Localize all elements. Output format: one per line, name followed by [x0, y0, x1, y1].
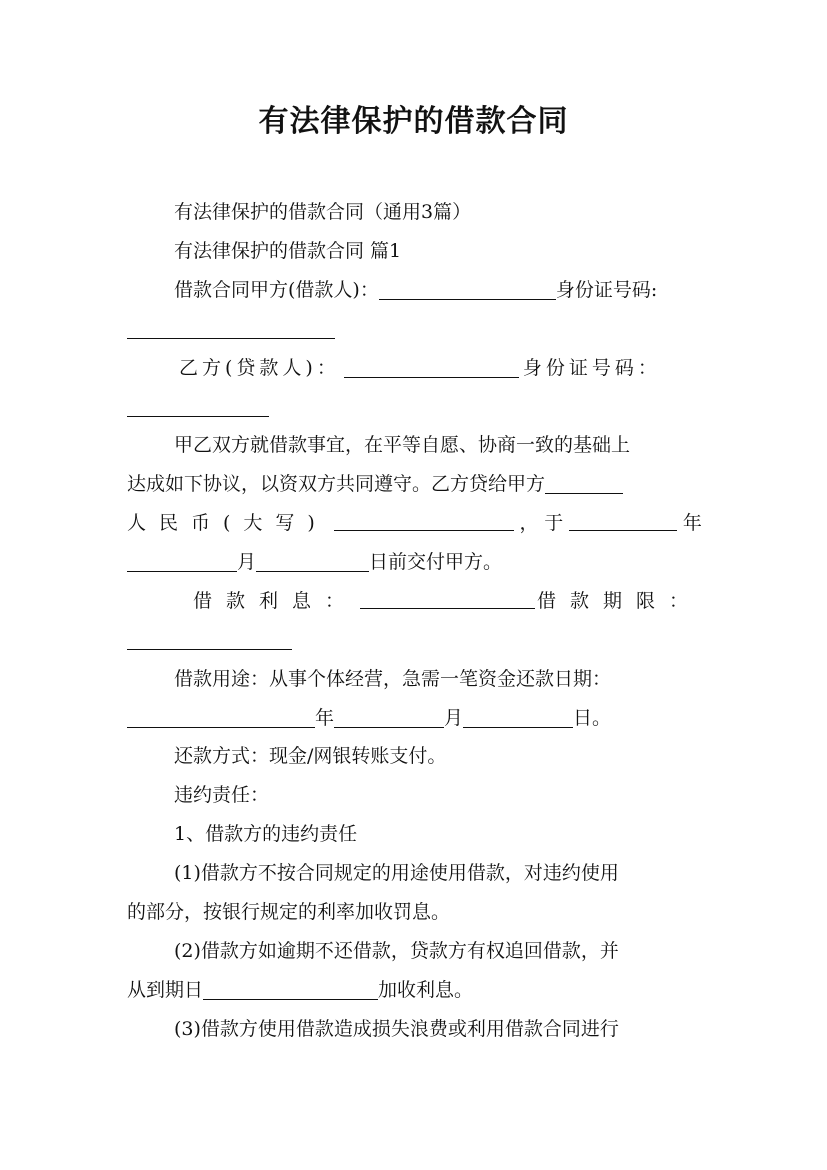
repay-month-blank — [334, 705, 444, 728]
clause2-line2 — [127, 975, 702, 1005]
intro-line: 有法律保护的借款合同（通用3篇） — [174, 201, 472, 223]
rmb-amount-blank — [334, 508, 514, 531]
day-blank — [256, 549, 369, 572]
repay-nian-text: 年 — [315, 707, 335, 729]
rmb-line — [127, 508, 702, 538]
deliver-text: 日前交付甲方。 — [369, 551, 503, 573]
yu-text: 于 — [544, 512, 564, 534]
party-a-id-blank — [127, 316, 335, 339]
breach-heading: 违约责任： — [174, 784, 270, 806]
term-line — [127, 625, 702, 655]
clause1-line1: (1)借款方不按合同规定的用途使用借款，对违约使用 — [174, 862, 619, 884]
party-a-line — [127, 275, 702, 305]
para1-line2 — [127, 469, 702, 499]
interest-line — [127, 586, 702, 616]
document-title: 有法律保护的借款合同 — [258, 104, 569, 139]
party-b-id-blank — [127, 394, 269, 417]
clause2-line2-post: 加收利息。 — [378, 979, 474, 1001]
para1-line2-text: 达成如下协议，以资双方共同遵守。乙方贷给甲方 — [127, 473, 546, 495]
comma-text: ， — [519, 512, 539, 534]
loan-amount-blank — [545, 471, 623, 494]
term-blank — [127, 627, 292, 650]
yue-text: 月 — [237, 551, 257, 573]
breach-subheading: 1、借款方的违约责任 — [174, 823, 358, 845]
party-b-id-line — [127, 392, 702, 422]
repay-day-blank — [463, 705, 573, 728]
id-label-a: 身份证号码: — [555, 279, 658, 301]
deliver-line — [127, 547, 702, 577]
piece-heading: 有法律保护的借款合同 篇1 — [174, 240, 402, 262]
repay-date-line — [127, 703, 702, 733]
clause2-line1: (2)借款方如逾期不还借款，贷款方有权追回借款，并 — [174, 940, 619, 962]
id-label-b: 身份证号码： — [522, 357, 661, 379]
month-blank — [127, 549, 237, 572]
party-b-blank — [344, 355, 519, 378]
clause3-line1: (3)借款方使用借款造成损失浪费或利用借款合同进行 — [174, 1018, 619, 1040]
party-a-blank — [379, 277, 556, 300]
year-blank — [569, 508, 677, 531]
party-a-label: 借款合同甲方(借款人)： — [174, 279, 379, 301]
interest-blank — [360, 586, 535, 609]
party-b-label: 乙方(贷款人)： — [179, 357, 340, 379]
para1-line1: 甲乙双方就借款事宜，在平等自愿、协商一致的基础上 — [174, 434, 631, 456]
clause1-line2: 的部分，按银行规定的利率加收罚息。 — [127, 901, 451, 923]
nian-text: 年 — [682, 512, 702, 534]
term-label: 借款期限： — [536, 590, 702, 612]
clause2-blank — [203, 977, 378, 1000]
rmb-label: 人民币(大写) — [127, 512, 328, 534]
interest-label: 借款利息： — [193, 590, 359, 612]
party-b-line — [127, 353, 702, 383]
clause2-line2-pre: 从到期日 — [127, 979, 204, 1001]
purpose-line: 借款用途：从事个体经营，急需一笔资金还款日期： — [174, 668, 612, 690]
repay-year-blank — [127, 705, 315, 728]
repay-method: 还款方式：现金/网银转账支付。 — [174, 745, 447, 767]
repay-yue-text: 月 — [444, 707, 464, 729]
party-a-id-line — [127, 314, 702, 344]
ri-end-text: 日。 — [573, 707, 612, 729]
